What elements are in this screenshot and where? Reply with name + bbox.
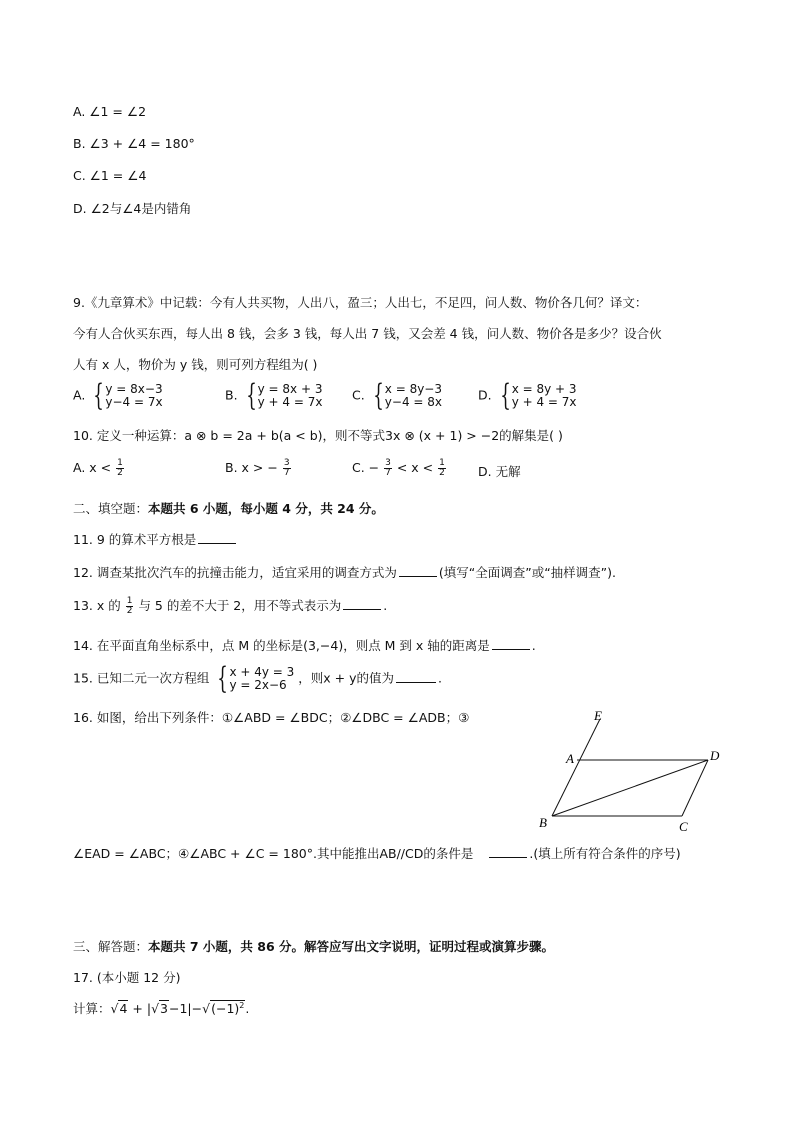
label-d: D <box>710 748 720 763</box>
label-c: C <box>679 819 688 834</box>
q9-option-d: D. { x = 8y + 3 y + 4 = 7x <box>478 378 577 413</box>
q8-option-a: A. ∠1 = ∠2 <box>73 104 147 119</box>
q13-answer-blank[interactable] <box>343 597 381 610</box>
section-2-heading: 二、填空题：本题共 6 小题，每小题 4 分，共 24 分。 <box>73 501 384 516</box>
q9-option-c: C. { x = 8y−3 y−4 = 8x <box>352 378 442 413</box>
q16-answer-blank[interactable] <box>489 845 527 858</box>
section-3-heading: 三、解答题：本题共 7 小题，共 86 分。解答应写出文字说明，证明过程或演算步骤。 <box>73 939 555 954</box>
q9-option-b: B. { y = 8x + 3 y + 4 = 7x <box>225 378 323 413</box>
q16-stem-line1: 16. 如图，给出下列条件：①∠ABD = ∠BDC；②∠DBC = ∠ADB；③ <box>73 710 470 725</box>
q12: 12. 调查某批次汽车的抗撞击能力，适宜采用的调查方式为 (填写“全面调查”或“抽样调查”). <box>73 565 616 580</box>
q8-option-b: B. ∠3 + ∠4 = 180° <box>73 136 195 151</box>
q9-stem-line3: 人有 x 人，物价为 y 钱，则可列方程组为( ) <box>73 357 318 372</box>
q11: 11. 9 的算术平方根是 <box>73 530 238 548</box>
q14: 14. 在平面直角坐标系中，点 M 的坐标是(3,−4)，则点 M 到 x 轴的距离是 . <box>73 638 536 653</box>
q17-expression: 计算：$√4 + |√3-1|-√(-1)^2$. <box>73 1000 250 1016</box>
q9-stem-line2: 今有人合伙买东西，每人出 8 钱，会多 3 钱，每人出 7 钱，又会差 4 钱，问人数、物价各是多少？设合伙 <box>73 326 662 341</box>
q13: 13. x 的 $\frac{1}{2}$ 与 5 的差不大于 2，用不等式表示为 . <box>73 596 388 616</box>
label-a: A <box>566 751 574 766</box>
q9-stem-line1: 9.《九章算术》中记载：今有人共买物，人出八，盈三；人出七，不足四，问人数、物价各几何？译文： <box>73 295 648 310</box>
q8-option-c: C. ∠1 = ∠4 <box>73 168 147 183</box>
q16-stem-line2: ∠EAD = ∠ABC；④∠ABC + ∠C = 180°.其中能推出AB//CD的条件是 .(填上所有符合条件的序号) <box>73 846 681 861</box>
q14-answer-blank[interactable] <box>492 637 530 650</box>
label-e: E <box>594 708 602 723</box>
q10-option-c: C. − $\frac{3}{7}$ < x < $\frac{1}{2}$ <box>352 458 445 478</box>
q15-answer-blank[interactable] <box>396 670 436 683</box>
q10-option-b: B. x > − $\frac{3}{7}$ <box>225 458 290 478</box>
q17-title: 17. (本小题 12 分) <box>73 970 181 985</box>
q12-answer-blank[interactable] <box>399 564 437 577</box>
q10-stem: 10. 定义一种运算：a ⊗ b = 2a + b(a < b)，则不等式3x ⊗ (x + 1) > −2的解集是( ) <box>73 428 563 443</box>
q10-option-a: A. x < $\frac{1}{2}$ <box>73 458 123 478</box>
q16-geometry-figure <box>530 706 730 836</box>
q10-option-d: D. 无解 <box>478 464 521 479</box>
q9-option-a: A. { y = 8x−3 y−4 = 7x <box>73 378 163 413</box>
q11-answer-blank[interactable] <box>198 531 236 544</box>
q15: 15. 已知二元一次方程组 { x + 4y = 3 y = 2x−6 ，则x + y的值为 . <box>73 661 442 696</box>
label-b: B <box>539 815 547 830</box>
q8-option-d: D. ∠2与∠4是内错角 <box>73 201 192 216</box>
